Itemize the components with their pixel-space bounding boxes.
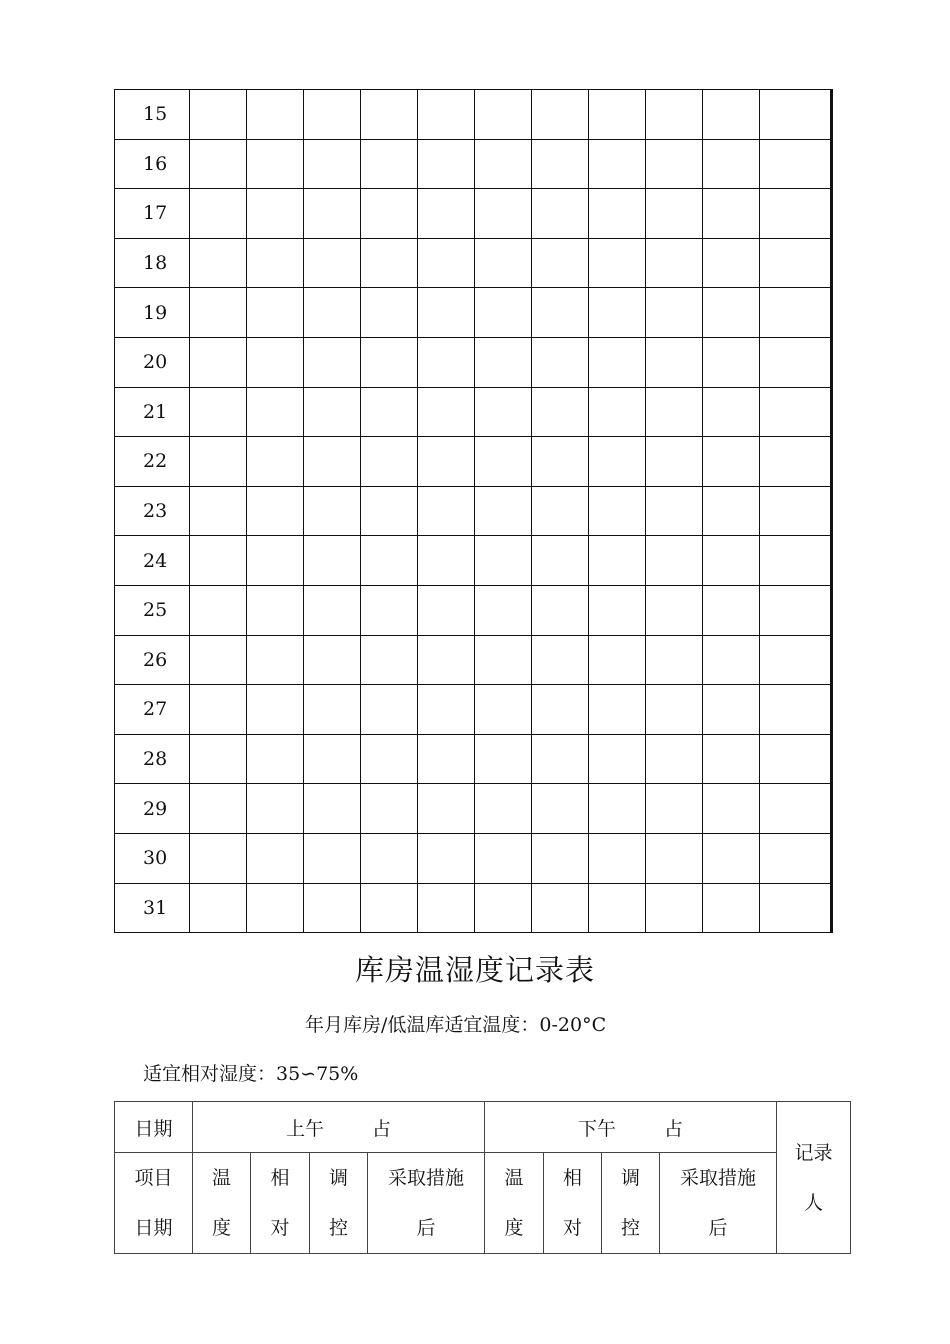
pm-col-line2: 控 xyxy=(620,1217,640,1239)
entry-cell[interactable] xyxy=(190,90,247,140)
entry-cell[interactable] xyxy=(418,486,475,536)
entry-cell[interactable] xyxy=(475,90,532,140)
entry-cell[interactable] xyxy=(190,883,247,933)
entry-cell[interactable] xyxy=(703,685,760,735)
entry-cell[interactable] xyxy=(532,536,589,586)
entry-cell[interactable] xyxy=(646,784,703,834)
entry-cell[interactable] xyxy=(190,288,247,338)
entry-cell[interactable] xyxy=(304,337,361,387)
entry-cell[interactable] xyxy=(703,238,760,288)
entry-cell[interactable] xyxy=(703,883,760,933)
table-row xyxy=(115,486,832,536)
entry-cell[interactable] xyxy=(532,883,589,933)
table-row xyxy=(115,734,832,784)
entry-cell[interactable] xyxy=(190,139,247,189)
pm-label: 下午 xyxy=(577,1117,616,1140)
pm-col-line1: 温 xyxy=(504,1167,524,1189)
entry-cell[interactable] xyxy=(646,486,703,536)
date-label: 日期 xyxy=(134,1217,173,1239)
entry-cell[interactable] xyxy=(589,585,646,635)
entry-cell[interactable] xyxy=(532,387,589,437)
entry-cell[interactable] xyxy=(418,337,475,387)
am-col-line1: 温 xyxy=(211,1167,231,1189)
entry-cell[interactable] xyxy=(760,90,832,140)
entry-cell[interactable] xyxy=(589,387,646,437)
entry-cell[interactable] xyxy=(646,288,703,338)
entry-cell[interactable] xyxy=(760,635,832,685)
recorder-label-line1: 记录 xyxy=(794,1141,833,1164)
entry-cell[interactable] xyxy=(418,387,475,437)
entry-cell[interactable] xyxy=(190,784,247,834)
entry-cell[interactable] xyxy=(247,685,304,735)
entry-cell[interactable] xyxy=(703,536,760,586)
entry-cell[interactable] xyxy=(304,883,361,933)
entry-cell[interactable] xyxy=(646,189,703,239)
entry-cell[interactable] xyxy=(760,486,832,536)
entry-cell[interactable] xyxy=(646,139,703,189)
entry-cell[interactable] xyxy=(532,685,589,735)
day-number-cell: 20 xyxy=(115,337,190,387)
am-col-line2: 对 xyxy=(270,1217,290,1239)
entry-cell[interactable] xyxy=(304,635,361,685)
entry-cell[interactable] xyxy=(589,238,646,288)
entry-cell[interactable] xyxy=(646,90,703,140)
table-row xyxy=(115,833,832,883)
table-row xyxy=(115,387,832,437)
entry-cell[interactable] xyxy=(589,734,646,784)
item-date-cell xyxy=(115,1153,193,1254)
entry-cell[interactable] xyxy=(646,536,703,586)
pm-control-cell xyxy=(602,1153,660,1254)
entry-cell[interactable] xyxy=(190,486,247,536)
entry-cell[interactable] xyxy=(589,139,646,189)
entry-cell[interactable] xyxy=(247,387,304,437)
pm-col-line2: 后 xyxy=(708,1217,728,1239)
entry-cell[interactable] xyxy=(247,189,304,239)
entry-cell[interactable] xyxy=(361,536,418,586)
entry-cell[interactable] xyxy=(247,139,304,189)
entry-cell[interactable] xyxy=(646,685,703,735)
entry-cell[interactable] xyxy=(190,734,247,784)
entry-cell[interactable] xyxy=(190,585,247,635)
grid-body xyxy=(115,90,832,933)
am-after-measures-cell xyxy=(368,1153,485,1254)
entry-cell[interactable] xyxy=(361,139,418,189)
entry-cell[interactable] xyxy=(646,833,703,883)
entry-cell[interactable] xyxy=(418,784,475,834)
entry-cell[interactable] xyxy=(589,486,646,536)
entry-cell[interactable] xyxy=(247,486,304,536)
day-number-cell: 25 xyxy=(115,585,190,635)
day-number-cell: 22 xyxy=(115,437,190,487)
entry-cell[interactable] xyxy=(190,238,247,288)
page-title: 库房温湿度记录表 xyxy=(354,953,595,987)
entry-cell[interactable] xyxy=(532,734,589,784)
entry-cell[interactable] xyxy=(703,90,760,140)
entry-cell[interactable] xyxy=(589,337,646,387)
suitable-temperature-line: 年月库房/低温库适宜温度：0-20°C xyxy=(305,1014,607,1036)
entry-cell[interactable] xyxy=(703,139,760,189)
entry-cell[interactable] xyxy=(475,635,532,685)
entry-cell[interactable] xyxy=(475,883,532,933)
entry-cell[interactable] xyxy=(247,833,304,883)
entry-cell[interactable] xyxy=(475,189,532,239)
entry-cell[interactable] xyxy=(532,585,589,635)
pm-col-line1: 采取措施 xyxy=(679,1167,756,1189)
entry-cell[interactable] xyxy=(475,387,532,437)
entry-cell[interactable] xyxy=(646,337,703,387)
day-number-cell: 26 xyxy=(115,635,190,685)
entry-cell[interactable] xyxy=(247,784,304,834)
day-number-cell: 29 xyxy=(115,784,190,834)
table-row xyxy=(115,437,832,487)
table-row xyxy=(115,784,832,834)
entry-cell[interactable] xyxy=(304,288,361,338)
am-col-line1: 采取措施 xyxy=(387,1167,464,1189)
recorder-header-cell xyxy=(777,1102,851,1254)
entry-cell[interactable] xyxy=(361,288,418,338)
entry-cell[interactable] xyxy=(475,337,532,387)
entry-cell[interactable] xyxy=(304,685,361,735)
day-number-cell: 15 xyxy=(115,90,190,140)
entry-cell[interactable] xyxy=(247,437,304,487)
entry-cell[interactable] xyxy=(418,536,475,586)
entry-cell[interactable] xyxy=(703,437,760,487)
entry-cell[interactable] xyxy=(247,635,304,685)
entry-cell[interactable] xyxy=(760,734,832,784)
entry-cell[interactable] xyxy=(475,833,532,883)
entry-cell[interactable] xyxy=(418,189,475,239)
day-number-cell: 27 xyxy=(115,685,190,735)
entry-cell[interactable] xyxy=(247,337,304,387)
table-row xyxy=(115,337,832,387)
entry-cell[interactable] xyxy=(247,585,304,635)
entry-cell[interactable] xyxy=(589,833,646,883)
entry-cell[interactable] xyxy=(304,734,361,784)
am-col-line2: 后 xyxy=(416,1217,436,1239)
entry-cell[interactable] xyxy=(361,437,418,487)
entry-cell[interactable] xyxy=(304,189,361,239)
entry-cell[interactable] xyxy=(532,238,589,288)
entry-cell[interactable] xyxy=(589,685,646,735)
entry-cell[interactable] xyxy=(475,238,532,288)
entry-cell[interactable] xyxy=(646,585,703,635)
pm-col-line2: 度 xyxy=(504,1217,524,1239)
pm-col-line1: 调 xyxy=(620,1167,640,1189)
entry-cell[interactable] xyxy=(532,288,589,338)
table-row xyxy=(115,189,832,239)
entry-cell[interactable] xyxy=(646,734,703,784)
entry-cell[interactable] xyxy=(703,288,760,338)
entry-cell[interactable] xyxy=(247,734,304,784)
entry-cell[interactable] xyxy=(760,536,832,586)
entry-cell[interactable] xyxy=(760,238,832,288)
day-number-cell: 21 xyxy=(115,387,190,437)
entry-cell[interactable] xyxy=(646,635,703,685)
am-col-line1: 相 xyxy=(270,1167,290,1189)
entry-cell[interactable] xyxy=(475,685,532,735)
entry-cell[interactable] xyxy=(418,734,475,784)
entry-cell[interactable] xyxy=(532,437,589,487)
table-row xyxy=(115,585,832,635)
record-header-table xyxy=(114,1101,851,1254)
day-number-cell: 31 xyxy=(115,883,190,933)
entry-cell[interactable] xyxy=(361,784,418,834)
entry-cell[interactable] xyxy=(532,635,589,685)
am-suffix: 占 xyxy=(372,1117,392,1140)
entry-cell[interactable] xyxy=(703,734,760,784)
entry-cell[interactable] xyxy=(589,90,646,140)
daily-record-grid xyxy=(114,89,833,933)
day-number-cell: 17 xyxy=(115,189,190,239)
entry-cell[interactable] xyxy=(532,833,589,883)
table-row xyxy=(115,288,832,338)
am-humidity-cell xyxy=(251,1153,310,1254)
entry-cell[interactable] xyxy=(760,437,832,487)
entry-cell[interactable] xyxy=(418,139,475,189)
entry-cell[interactable] xyxy=(361,635,418,685)
entry-cell[interactable] xyxy=(646,883,703,933)
table-row xyxy=(115,685,832,735)
entry-cell[interactable] xyxy=(760,387,832,437)
entry-cell[interactable] xyxy=(589,437,646,487)
day-number-cell: 19 xyxy=(115,288,190,338)
item-label: 项目 xyxy=(134,1167,173,1189)
entry-cell[interactable] xyxy=(703,189,760,239)
entry-cell[interactable] xyxy=(418,883,475,933)
entry-cell[interactable] xyxy=(361,90,418,140)
suitable-humidity-line: 适宜相对湿度：35∽75% xyxy=(143,1063,359,1085)
table-row xyxy=(115,238,832,288)
am-col-line2: 度 xyxy=(211,1217,231,1239)
entry-cell[interactable] xyxy=(418,288,475,338)
table-row xyxy=(115,90,832,140)
entry-cell[interactable] xyxy=(475,437,532,487)
entry-cell[interactable] xyxy=(418,635,475,685)
entry-cell[interactable] xyxy=(760,685,832,735)
entry-cell[interactable] xyxy=(190,337,247,387)
entry-cell[interactable] xyxy=(532,486,589,536)
entry-cell[interactable] xyxy=(589,784,646,834)
table-row xyxy=(115,139,832,189)
pm-suffix: 占 xyxy=(664,1117,684,1140)
day-number-cell: 16 xyxy=(115,139,190,189)
entry-cell[interactable] xyxy=(304,784,361,834)
entry-cell[interactable] xyxy=(361,734,418,784)
entry-cell[interactable] xyxy=(532,139,589,189)
pm-header-cell xyxy=(485,1102,777,1153)
entry-cell[interactable] xyxy=(361,238,418,288)
entry-cell[interactable] xyxy=(703,337,760,387)
am-header-cell xyxy=(193,1102,485,1153)
entry-cell[interactable] xyxy=(418,833,475,883)
entry-cell[interactable] xyxy=(361,685,418,735)
entry-cell[interactable] xyxy=(475,288,532,338)
entry-cell[interactable] xyxy=(703,387,760,437)
entry-cell[interactable] xyxy=(760,883,832,933)
entry-cell[interactable] xyxy=(190,189,247,239)
am-label: 上午 xyxy=(285,1117,324,1140)
entry-cell[interactable] xyxy=(304,585,361,635)
pm-after-measures-cell xyxy=(660,1153,777,1254)
entry-cell[interactable] xyxy=(247,883,304,933)
entry-cell[interactable] xyxy=(760,585,832,635)
pm-col-line1: 相 xyxy=(562,1167,582,1189)
pm-temperature-cell xyxy=(485,1153,544,1254)
entry-cell[interactable] xyxy=(703,833,760,883)
entry-cell[interactable] xyxy=(418,685,475,735)
entry-cell[interactable] xyxy=(475,585,532,635)
table-row xyxy=(115,536,832,586)
entry-cell[interactable] xyxy=(703,635,760,685)
entry-cell[interactable] xyxy=(475,486,532,536)
entry-cell[interactable] xyxy=(361,189,418,239)
day-number-cell: 18 xyxy=(115,238,190,288)
entry-cell[interactable] xyxy=(247,536,304,586)
entry-cell[interactable] xyxy=(361,387,418,437)
entry-cell[interactable] xyxy=(703,486,760,536)
entry-cell[interactable] xyxy=(304,437,361,487)
entry-cell[interactable] xyxy=(304,238,361,288)
day-number-cell: 30 xyxy=(115,833,190,883)
entry-cell[interactable] xyxy=(760,337,832,387)
entry-cell[interactable] xyxy=(190,635,247,685)
entry-cell[interactable] xyxy=(475,784,532,834)
entry-cell[interactable] xyxy=(361,833,418,883)
table-row xyxy=(115,883,832,933)
entry-cell[interactable] xyxy=(190,536,247,586)
entry-cell[interactable] xyxy=(418,90,475,140)
entry-cell[interactable] xyxy=(361,883,418,933)
entry-cell[interactable] xyxy=(760,833,832,883)
table-row xyxy=(115,635,832,685)
entry-cell[interactable] xyxy=(190,833,247,883)
entry-cell[interactable] xyxy=(589,288,646,338)
entry-cell[interactable] xyxy=(304,387,361,437)
entry-cell[interactable] xyxy=(247,238,304,288)
entry-cell[interactable] xyxy=(247,90,304,140)
entry-cell[interactable] xyxy=(475,734,532,784)
entry-cell[interactable] xyxy=(475,536,532,586)
entry-cell[interactable] xyxy=(304,536,361,586)
entry-cell[interactable] xyxy=(532,337,589,387)
pm-col-line2: 对 xyxy=(562,1217,582,1239)
entry-cell[interactable] xyxy=(361,585,418,635)
day-number-cell: 28 xyxy=(115,734,190,784)
am-temperature-cell xyxy=(193,1153,251,1254)
entry-cell[interactable] xyxy=(418,238,475,288)
entry-cell[interactable] xyxy=(589,883,646,933)
entry-cell[interactable] xyxy=(304,139,361,189)
entry-cell[interactable] xyxy=(760,139,832,189)
date-header-cell: 日期 xyxy=(115,1102,193,1153)
am-col-line2: 控 xyxy=(328,1217,348,1239)
day-number-cell: 23 xyxy=(115,486,190,536)
entry-cell[interactable] xyxy=(589,635,646,685)
am-control-cell xyxy=(310,1153,368,1254)
entry-cell[interactable] xyxy=(703,784,760,834)
entry-cell[interactable] xyxy=(475,139,532,189)
recorder-label-line2: 人 xyxy=(803,1191,823,1214)
entry-cell[interactable] xyxy=(532,784,589,834)
entry-cell[interactable] xyxy=(190,437,247,487)
pm-humidity-cell xyxy=(544,1153,602,1254)
entry-cell[interactable] xyxy=(418,437,475,487)
am-col-line1: 调 xyxy=(328,1167,348,1189)
entry-cell[interactable] xyxy=(532,189,589,239)
entry-cell[interactable] xyxy=(760,784,832,834)
entry-cell[interactable] xyxy=(304,833,361,883)
entry-cell[interactable] xyxy=(703,585,760,635)
entry-cell[interactable] xyxy=(760,189,832,239)
entry-cell[interactable] xyxy=(646,437,703,487)
entry-cell[interactable] xyxy=(304,486,361,536)
entry-cell[interactable] xyxy=(532,90,589,140)
entry-cell[interactable] xyxy=(646,238,703,288)
entry-cell[interactable] xyxy=(190,685,247,735)
entry-cell[interactable] xyxy=(361,486,418,536)
entry-cell[interactable] xyxy=(646,387,703,437)
entry-cell[interactable] xyxy=(760,288,832,338)
day-number-cell: 24 xyxy=(115,536,190,586)
entry-cell[interactable] xyxy=(418,585,475,635)
entry-cell[interactable] xyxy=(247,288,304,338)
entry-cell[interactable] xyxy=(589,536,646,586)
entry-cell[interactable] xyxy=(589,189,646,239)
entry-cell[interactable] xyxy=(361,337,418,387)
entry-cell[interactable] xyxy=(190,387,247,437)
entry-cell[interactable] xyxy=(304,90,361,140)
